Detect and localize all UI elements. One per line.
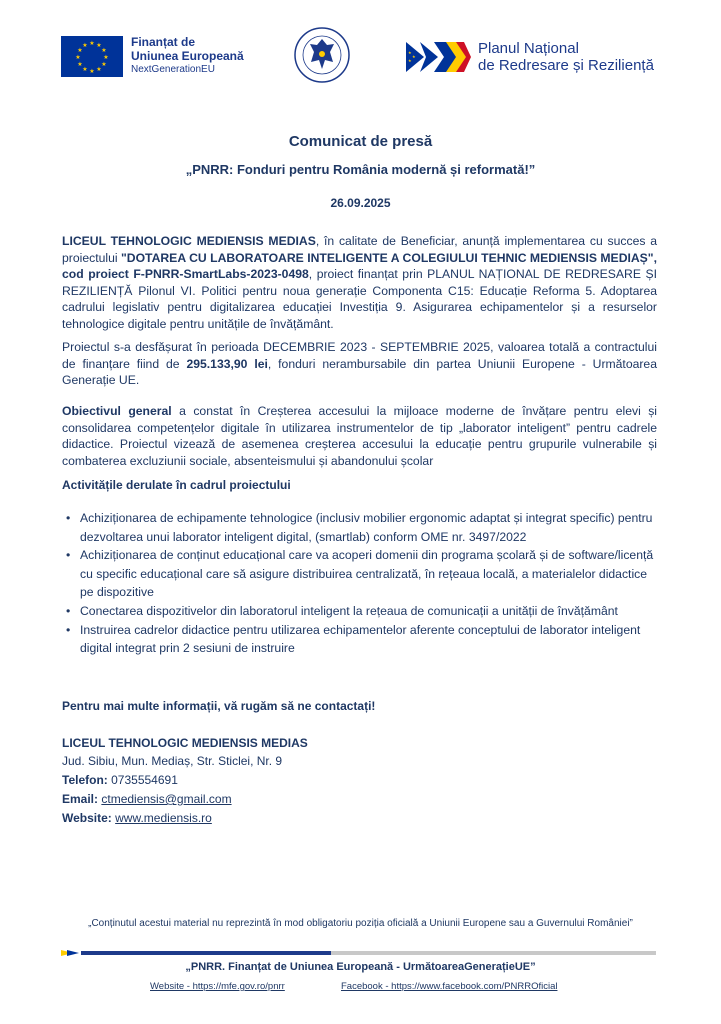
objective-label: Obiectivul general <box>62 404 172 418</box>
page-title: Comunicat de presă <box>288 133 433 150</box>
svg-text:★: ★ <box>89 39 95 47</box>
objective-text: a constat în Creșterea accesului la mijloace moderne de învățare pentru elevi și consolidarea competențelor digitale în utilizarea instrumentelor de tip „laborator inteligent” pentru cadrele didactice. Proiectul vizează de asemenea creșterea accesului la educație pentru grupurile vulnerabile și combaterea excluziunii sociale, absenteismului și abandonului școlar <box>62 404 657 468</box>
footer-facebook-link[interactable]: Facebook - https://www.facebook.com/PNRROficial <box>341 981 558 992</box>
objective-paragraph <box>62 403 657 469</box>
contact-website-row <box>62 811 212 825</box>
svg-text:★: ★ <box>82 65 88 73</box>
release-date: 26.09.2025 <box>330 196 391 210</box>
contact-phone-row <box>62 773 178 787</box>
list-item: • Achiziționarea de echipamente tehnologice (inclusiv mobilier ergonomic adaptat și integrat specific) pentru dezvoltarea unui laborator inteligent digital, (smartlab) conform OME nr. 3497/2022 <box>66 511 653 544</box>
list-item: • Achiziționarea de conținut educațional care va acoperi domenii din programa școlară și de software/licență cu specific educațional care să asigure distribuirea centralizată, în rețeaua locală, a materialelor didactice pe dispozitive <box>66 548 654 600</box>
svg-text:★: ★ <box>101 46 107 54</box>
project-name: "DOTAREA CU LABORATOARE INTELIGENTE A COLEGIULUI TEHNIC MEDIENSIS MEDIAȘ", cod proiect F-PNRR-SmartLabs-2023-0498 <box>62 250 657 281</box>
period-text-2: , fonduri nerambursabile din partea Uniunii Europene - Următoarea Generație UE. <box>62 356 657 387</box>
romanian-government-seal-icon <box>294 27 350 83</box>
bullet-icon: • <box>66 622 71 637</box>
svg-text:★: ★ <box>103 53 109 61</box>
period-text-1: Proiectul s-a desfășurat în perioada DECEMBRIE 2023 - SEPTEMBRIE 2025, valoarea totală a contractului de finanțare fiind de <box>62 340 657 371</box>
svg-text:★: ★ <box>82 41 88 49</box>
intro-text-1: , în calitate de Beneficiar, anunță implementarea cu succes a proiectului <box>62 234 658 265</box>
contact-name: LICEUL TEHNOLOGIC MEDIENSIS MEDIAS <box>62 736 308 750</box>
svg-text:★: ★ <box>96 65 102 73</box>
pnrr-line1: Planul Național <box>478 40 579 57</box>
email-label: Email: <box>62 792 99 806</box>
svg-text:★: ★ <box>77 60 83 68</box>
contact-heading: Pentru mai multe informații, vă rugăm să ne contactați! <box>62 699 376 713</box>
bullet-icon: • <box>66 511 71 525</box>
svg-text:★: ★ <box>89 67 95 75</box>
eu-line3: NextGenerationEU <box>131 64 215 75</box>
list-item: • Conectarea dispozitivelor din laboratorul inteligent la rețeaua de comunicații a unității de învățământ <box>80 602 660 621</box>
period-paragraph <box>62 339 657 389</box>
contact-email-row <box>62 792 232 806</box>
bullet-icon: • <box>66 548 71 563</box>
beneficiary-name: LICEUL TEHNOLOGIC MEDIENSIS MEDIAS <box>62 234 316 248</box>
eu-line1: Finanțat de <box>131 35 196 49</box>
phone-value: 0735554691 <box>111 773 178 787</box>
bullet-icon: • <box>66 603 71 618</box>
footer-title: „PNRR. Finanțat de Uniunea Europeană - UrmătoareaGenerațieUE” <box>185 961 536 973</box>
svg-text:★: ★ <box>101 60 107 68</box>
eu-flag-icon <box>61 36 123 77</box>
svg-text:★: ★ <box>77 46 83 54</box>
list-item: • Instruirea cadrelor didactice pentru utilizarea echipamentelor aferente conceptului de laborator inteligent digital integrat prin 2 sesiuni de instruire <box>66 622 641 656</box>
intro-text-2: , proiect finanțat prin PLANUL NAȚIONAL DE REDRESARE ȘI REZILIENȚĂ Pilonul VI. Politici pentru noua generație Componenta C15: Educație Reforma 5. Adoptarea cadrului legislativ pentru digitalizarea educației Investiția 9. Asigurarea echipamentelor și a resurselor tehnologice digitale pentru unitățile de învățământ. <box>62 267 657 331</box>
svg-text:★: ★ <box>408 58 412 63</box>
svg-text:★: ★ <box>75 53 81 61</box>
eu-line2: Uniunea Europeană <box>131 49 244 63</box>
activities-title: Activitățile derulate în cadrul proiectului <box>62 478 291 492</box>
activities-list <box>66 509 660 658</box>
disclaimer: „Conținutul acestui material nu reprezintă în mod obligatoriu poziția oficială a Uniunii Europene sau a Guvernului României” <box>88 918 633 929</box>
contact-address: Jud. Sibiu, Mun. Mediaș, Str. Sticlei, Nr. 9 <box>62 754 283 768</box>
pnrr-flag-icon <box>406 38 471 76</box>
intro-paragraph <box>62 233 657 332</box>
email-link[interactable]: ctmediensis@gmail.com <box>101 792 232 806</box>
footer-divider <box>61 943 656 949</box>
contract-amount: 295.133,90 lei <box>186 356 268 371</box>
website-label: Website: <box>62 811 112 825</box>
footer-website-link[interactable]: Website - https://mfe.gov.ro/pnrr <box>150 981 285 992</box>
website-link[interactable]: www.mediensis.ro <box>115 811 212 825</box>
pnrr-line2: de Redresare și Reziliență <box>478 57 654 74</box>
eu-logo <box>61 35 244 77</box>
svg-text:★: ★ <box>408 50 412 55</box>
pnrr-logo <box>406 38 654 76</box>
svg-text:★: ★ <box>412 54 416 59</box>
phone-label: Telefon: <box>62 773 108 787</box>
header-logos <box>0 0 721 120</box>
svg-text:★: ★ <box>96 41 102 49</box>
page-subtitle: „PNRR: Fonduri pentru România modernă și reformată!” <box>185 162 536 177</box>
